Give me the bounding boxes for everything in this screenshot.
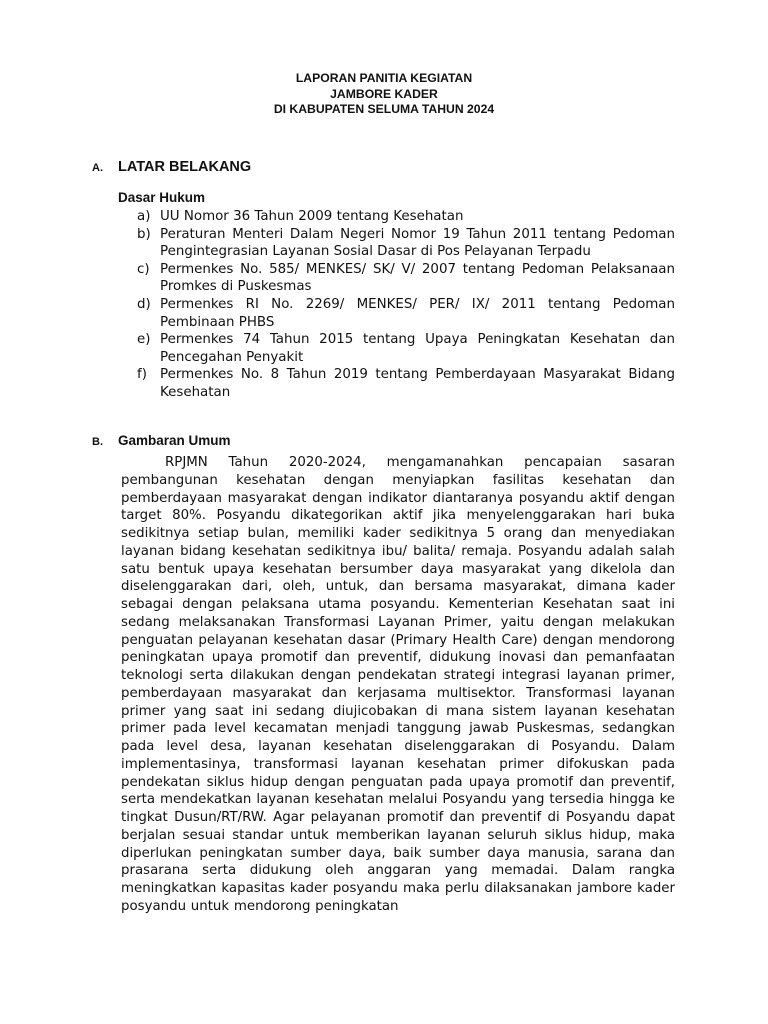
list-item <box>137 296 675 331</box>
list-item <box>137 261 675 296</box>
list-item-text: Permenkes No. 585/ MENKES/ SK/ V/ 2007 tentang Pedoman Pelaksanaan Promkes di Puskesmas <box>160 261 675 295</box>
list-item <box>137 226 675 261</box>
title-line-1: LAPORAN PANITIA KEGIATAN <box>295 71 473 85</box>
list-item-text: Permenkes No. 8 Tahun 2019 tentang Pemberdayaan Masyarakat Bidang Kesehatan <box>160 367 675 400</box>
overview-paragraph: RPJMN Tahun 2020-2024, mengamanahkan pencapaian sasaran pembangunan kesehatan dengan menyiapkan fasilitas kesehatan dan pemberdayaan masyarakat dengan indikator diantaranya posyandu aktif dengan target 80%. Posyandu dikategorikan aktif jika menyelenggarakan hari buka sedikitnya setiap bulan, memiliki kader sedikitnya 5 orang dan menyediakan layanan bidang kesehatan sedikitnya ibu/ balita/ remaja. Posyandu adalah salah satu bentuk upaya kesehatan bersumber daya masyarakat yang dikelola dan diselenggarakan dari, oleh, untuk, dan bersama masyarakat, dimana kader sebagai dengan pelaksana utama posyandu. Kementerian Kesehatan saat ini sedang melaksanakan Transformasi Layanan Primer, yaitu dengan melakukan penguatan pelayanan kesehatan dasar (Primary Health Care) dengan mendorong peningkatan upaya promotif dan preventif, didukung inovasi dan pemanfaatan teknologi serta dilakukan dengan pendekatan strategi integrasi layanan primer, pemberdayaan masyarakat dan kerjasama multisektor. Transformasi layanan primer yang saat ini sedang diujicobakan di mana sistem layanan kesehatan primer pada level kecamatan menjadi tanggung jawab Puskesmas, sedangkan pada level desa, layanan kesehatan diselenggarakan di Posyandu. Dalam implementasinya, transformasi layanan kesehatan primer difokuskan pada pendekatan siklus hidup dengan penguatan pada upaya promotif dan preventif, serta mendekatkan layanan kesehatan melalui Posyandu yang tersedia hingga ke tingkat Dusun/RT/RW. Agar pelayanan promotif dan preventif di Posyandu dapat berjalan sesuai standar untuk memberikan layanan seluruh siklus hidup, maka diperlukan peningkatan sumber daya, baik sumber daya manusia, sarana dan prasarana serta didukung oleh anggaran yang memadai. Dalam rangka meningkatkan kapasitas kader posyandu maka perlu dilaksanakan jambore kader posyandu untuk mendorong peningkatan <box>121 455 675 914</box>
list-item <box>137 366 675 401</box>
list-marker: c) <box>137 261 150 277</box>
list-marker: f) <box>137 367 147 383</box>
section-a-letter: A. <box>92 162 103 174</box>
section-b-title: Gambaran Umum <box>118 433 231 448</box>
list-marker: e) <box>137 332 151 348</box>
title-line-2: JAMBORE KADER <box>330 86 438 101</box>
list-item <box>137 208 675 226</box>
section-b-letter: B. <box>92 436 103 448</box>
list-marker: a) <box>137 209 151 224</box>
list-marker: d) <box>137 296 151 312</box>
list-item <box>137 331 675 366</box>
section-a-title: LATAR BELAKANG <box>118 159 252 175</box>
document-title <box>0 71 768 118</box>
legal-basis-list <box>137 208 675 402</box>
legal-basis-heading: Dasar Hukum <box>118 190 206 205</box>
list-item-text: UU Nomor 36 Tahun 2009 tentang Kesehatan <box>160 209 464 224</box>
list-item-text: Peraturan Menteri Dalam Negeri Nomor 19 Tahun 2011 tentang Pedoman Pengintegrasian Layanan Sosial Dasar di Pos Pelayanan Terpadu <box>160 226 675 260</box>
list-marker: b) <box>137 226 151 242</box>
list-item-text: Permenkes RI No. 2269/ MENKES/ PER/ IX/ 2011 tentang Pedoman Pembinaan PHBS <box>160 296 675 330</box>
title-line-3: DI KABUPATEN SELUMA TAHUN 2024 <box>273 102 495 116</box>
list-item-text: Permenkes 74 Tahun 2015 tentang Upaya Peningkatan Kesehatan dan Pencegahan Penyakit <box>160 332 675 365</box>
